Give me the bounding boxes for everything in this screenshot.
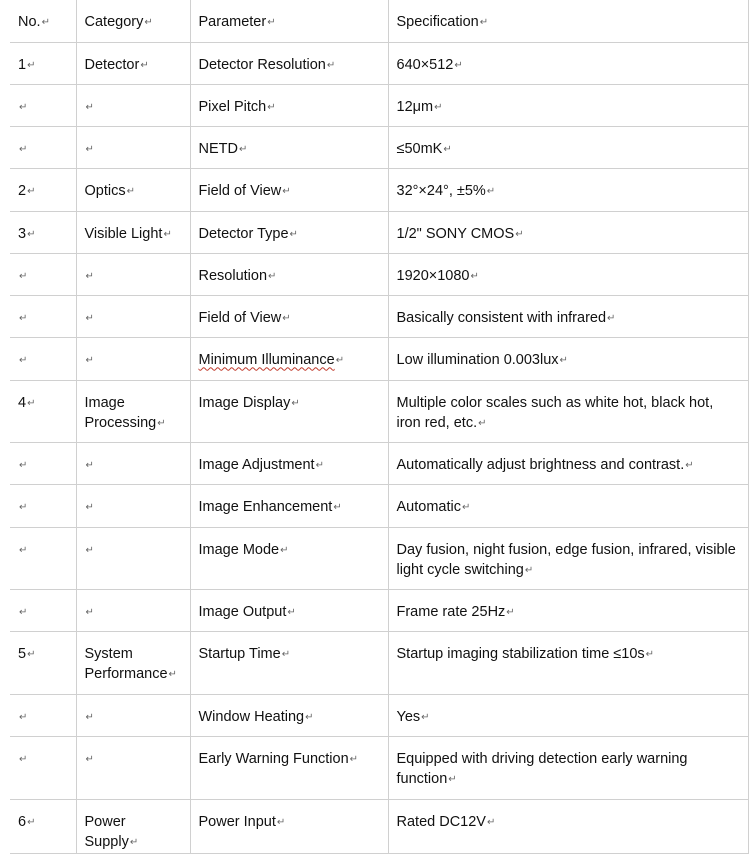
cell-text: Early Warning Function xyxy=(198,750,349,767)
cell-text: Automatically adjust brightness and contrast. xyxy=(396,456,685,473)
cell-category xyxy=(76,736,190,799)
cell-category xyxy=(76,84,190,126)
cell-category xyxy=(76,799,190,853)
cell-parameter xyxy=(190,84,388,126)
paragraph-mark: ↵ xyxy=(85,101,94,113)
table-row xyxy=(10,42,748,84)
table-row xyxy=(10,442,748,484)
paragraph-mark: ↵ xyxy=(85,544,94,556)
paragraph-mark: ↵ xyxy=(515,228,524,240)
table-row xyxy=(10,295,748,337)
cell-spec xyxy=(388,694,748,736)
paragraph-mark: ↵ xyxy=(19,606,28,618)
cell-parameter xyxy=(190,253,388,295)
cell-spec xyxy=(388,527,748,589)
paragraph-mark: ↵ xyxy=(85,501,94,513)
cell-text: 1 xyxy=(18,56,27,73)
paragraph-mark: ↵ xyxy=(267,101,276,113)
cell-text: Detector Resolution xyxy=(198,56,326,73)
cell-parameter xyxy=(190,211,388,253)
cell-category xyxy=(76,126,190,168)
cell-no xyxy=(10,736,76,799)
paragraph-mark: ↵ xyxy=(85,354,94,366)
paragraph-mark: ↵ xyxy=(19,143,28,155)
cell-category xyxy=(76,527,190,589)
cell-text: Pixel Pitch xyxy=(198,98,267,115)
table-row xyxy=(10,484,748,527)
paragraph-mark: ↵ xyxy=(19,501,28,513)
paragraph-mark: ↵ xyxy=(305,711,314,723)
cell-no xyxy=(10,380,76,442)
paragraph-mark: ↵ xyxy=(140,59,149,71)
paragraph-mark: ↵ xyxy=(486,185,496,197)
cell-parameter xyxy=(190,126,388,168)
cell-text: Image Processing xyxy=(84,394,157,431)
paragraph-mark: ↵ xyxy=(454,59,463,71)
table-row xyxy=(10,694,748,736)
cell-no xyxy=(10,527,76,589)
cell-parameter xyxy=(190,42,388,84)
cell-no xyxy=(10,337,76,380)
cell-category xyxy=(76,253,190,295)
cell-text: Window Heating xyxy=(198,708,305,725)
cell-category xyxy=(76,168,190,211)
cell-category xyxy=(76,442,190,484)
paragraph-mark: ↵ xyxy=(349,753,359,765)
cell-text: Automatic xyxy=(396,498,461,515)
cell-parameter xyxy=(190,589,388,631)
paragraph-mark: ↵ xyxy=(19,459,28,471)
paragraph-mark: ↵ xyxy=(287,606,296,618)
cell-no xyxy=(10,442,76,484)
cell-parameter xyxy=(190,527,388,589)
cell-no xyxy=(10,168,76,211)
header-parameter: Parameter↵ xyxy=(190,0,388,42)
paragraph-mark: ↵ xyxy=(268,270,277,282)
paragraph-mark: ↵ xyxy=(19,354,28,366)
cell-category xyxy=(76,337,190,380)
paragraph-mark: ↵ xyxy=(645,648,655,660)
paragraph-mark: ↵ xyxy=(85,312,94,324)
paragraph-mark: ↵ xyxy=(126,185,135,197)
paragraph-mark: ↵ xyxy=(276,816,286,828)
paragraph-mark: ↵ xyxy=(506,606,515,618)
paragraph-mark: ↵ xyxy=(282,312,291,324)
cell-text: Power Supply xyxy=(84,813,129,850)
cell-text: 3 xyxy=(18,225,27,242)
paragraph-mark: ↵ xyxy=(280,544,289,556)
cell-spec xyxy=(388,442,748,484)
header-category: Category↵ xyxy=(76,0,190,42)
cell-text: 5 xyxy=(18,645,27,662)
table-row xyxy=(10,380,748,442)
paragraph-mark: ↵ xyxy=(291,397,300,409)
cell-text: Image Output xyxy=(198,603,287,620)
paragraph-mark: ↵ xyxy=(19,312,28,324)
cell-text: Image Adjustment xyxy=(198,456,315,473)
table-row xyxy=(10,337,748,380)
paragraph-mark: ↵ xyxy=(281,648,291,660)
cell-no xyxy=(10,484,76,527)
cell-spec xyxy=(388,42,748,84)
header-no: No.↵ xyxy=(10,0,76,42)
cell-text: Detector Type xyxy=(198,225,289,242)
cell-spec xyxy=(388,380,748,442)
cell-no xyxy=(10,84,76,126)
cell-text: Image Mode xyxy=(198,541,280,558)
table-row xyxy=(10,527,748,589)
cell-text: Visible Light xyxy=(84,225,163,242)
paragraph-mark: ↵ xyxy=(443,143,452,155)
paragraph-mark: ↵ xyxy=(19,270,28,282)
spec-table-body xyxy=(10,0,748,853)
paragraph-mark: ↵ xyxy=(282,185,291,197)
paragraph-mark: ↵ xyxy=(85,711,94,723)
paragraph-mark: ↵ xyxy=(289,228,298,240)
paragraph-mark: ↵ xyxy=(27,648,36,660)
paragraph-mark: ↵ xyxy=(19,101,28,113)
cell-text: Day fusion, night fusion, edge fusion, infrared, visible light cycle switching xyxy=(396,541,736,578)
cell-category xyxy=(76,631,190,694)
table-row xyxy=(10,631,748,694)
table-row xyxy=(10,253,748,295)
paragraph-mark: ↵ xyxy=(85,606,94,618)
cell-parameter xyxy=(190,694,388,736)
cell-text: 640×512 xyxy=(396,56,454,73)
paragraph-mark: ↵ xyxy=(238,143,248,155)
table-row xyxy=(10,211,748,253)
paragraph-mark: ↵ xyxy=(85,143,94,155)
cell-category xyxy=(76,295,190,337)
cell-spec xyxy=(388,736,748,799)
paragraph-mark: ↵ xyxy=(19,544,28,556)
cell-text: Equipped with driving detection early warning function xyxy=(396,750,688,787)
cell-spec xyxy=(388,337,748,380)
cell-no xyxy=(10,631,76,694)
paragraph-mark: ↵ xyxy=(461,501,471,513)
table-row xyxy=(10,126,748,168)
cell-no xyxy=(10,694,76,736)
cell-text: Detector xyxy=(84,56,140,73)
cell-parameter xyxy=(190,631,388,694)
paragraph-mark: ↵ xyxy=(448,773,457,785)
paragraph-mark: ↵ xyxy=(559,354,568,366)
cell-no xyxy=(10,126,76,168)
paragraph-mark: ↵ xyxy=(486,816,496,828)
cell-no xyxy=(10,211,76,253)
paragraph-mark: ↵ xyxy=(85,270,94,282)
paragraph-mark: ↵ xyxy=(315,459,324,471)
cell-spec xyxy=(388,295,748,337)
cell-text: Low illumination 0.003lux xyxy=(396,351,559,368)
cell-no xyxy=(10,589,76,631)
paragraph-mark: ↵ xyxy=(685,459,694,471)
cell-category xyxy=(76,42,190,84)
cell-text: System Performance xyxy=(84,645,168,682)
cell-spec xyxy=(388,168,748,211)
cell-parameter xyxy=(190,295,388,337)
header-row xyxy=(10,0,748,42)
cell-category xyxy=(76,211,190,253)
cell-text: Power Input xyxy=(198,813,276,830)
cell-spec xyxy=(388,631,748,694)
paragraph-mark: ↵ xyxy=(27,59,36,71)
cell-text: Basically consistent with infrared xyxy=(396,309,607,326)
cell-no xyxy=(10,42,76,84)
cell-text: Optics xyxy=(84,182,126,199)
paragraph-mark: ↵ xyxy=(85,753,94,765)
cell-text: Image Display xyxy=(198,394,291,411)
paragraph-mark: ↵ xyxy=(326,59,336,71)
paragraph-mark: ↵ xyxy=(421,711,430,723)
paragraph-mark: ↵ xyxy=(434,101,443,113)
cell-parameter xyxy=(190,484,388,527)
table-row xyxy=(10,84,748,126)
cell-parameter xyxy=(190,168,388,211)
cell-text: Minimum Illuminance xyxy=(198,351,335,368)
paragraph-mark: ↵ xyxy=(470,270,479,282)
paragraph-mark: ↵ xyxy=(157,417,166,429)
paragraph-mark: ↵ xyxy=(524,564,534,576)
paragraph-mark: ↵ xyxy=(19,753,28,765)
cell-text: 1/2" SONY CMOS xyxy=(396,225,515,242)
cell-text: Image Enhancement xyxy=(198,498,333,515)
cell-parameter xyxy=(190,799,388,853)
cell-spec xyxy=(388,484,748,527)
paragraph-mark: ↵ xyxy=(607,312,616,324)
cell-no xyxy=(10,253,76,295)
cell-text: Startup imaging stabilization time ≤10s xyxy=(396,645,645,662)
paragraph-mark: ↵ xyxy=(19,711,28,723)
cell-text: 32°×24°, ±5% xyxy=(396,182,486,199)
cell-text: Resolution xyxy=(198,267,268,284)
cell-spec xyxy=(388,84,748,126)
cell-text: Field of View xyxy=(198,182,282,199)
cell-parameter xyxy=(190,337,388,380)
cell-text: Rated DC12V xyxy=(396,813,486,830)
cell-spec xyxy=(388,126,748,168)
cell-text: 4 xyxy=(18,394,27,411)
cell-category xyxy=(76,380,190,442)
cell-category xyxy=(76,694,190,736)
cell-no xyxy=(10,295,76,337)
cell-text: Yes xyxy=(396,708,421,725)
paragraph-mark: ↵ xyxy=(27,185,36,197)
table-row xyxy=(10,736,748,799)
spec-table xyxy=(10,0,749,854)
cell-text: Field of View xyxy=(198,309,282,326)
cell-spec xyxy=(388,211,748,253)
paragraph-mark: ↵ xyxy=(335,354,345,366)
paragraph-mark: ↵ xyxy=(27,816,36,828)
paragraph-mark: ↵ xyxy=(168,668,177,680)
paragraph-mark: ↵ xyxy=(27,228,36,240)
paragraph-mark: ↵ xyxy=(333,501,342,513)
cell-text: 12μm xyxy=(396,98,434,115)
cell-category xyxy=(76,484,190,527)
paragraph-mark: ↵ xyxy=(85,459,94,471)
cell-spec xyxy=(388,253,748,295)
paragraph-mark: ↵ xyxy=(27,397,36,409)
cell-text: 6 xyxy=(18,813,27,830)
cell-category xyxy=(76,589,190,631)
cell-text: 2 xyxy=(18,182,27,199)
table-row xyxy=(10,589,748,631)
cell-text: Startup Time xyxy=(198,645,281,662)
cell-spec xyxy=(388,799,748,853)
cell-text: Frame rate 25Hz xyxy=(396,603,506,620)
cell-text: NETD xyxy=(198,140,238,157)
cell-parameter xyxy=(190,380,388,442)
table-row xyxy=(10,168,748,211)
cell-no xyxy=(10,799,76,853)
cell-spec xyxy=(388,589,748,631)
paragraph-mark: ↵ xyxy=(129,836,139,848)
cell-text: 1920×1080 xyxy=(396,267,470,284)
cell-text: Multiple color scales such as white hot, black hot, iron red, etc. xyxy=(396,394,714,431)
paragraph-mark: ↵ xyxy=(163,228,172,240)
table-row xyxy=(10,799,748,853)
cell-parameter xyxy=(190,442,388,484)
paragraph-mark: ↵ xyxy=(478,417,487,429)
header-specification: Specification↵ xyxy=(388,0,748,42)
cell-parameter xyxy=(190,736,388,799)
cell-text: ≤50mK xyxy=(396,140,443,157)
